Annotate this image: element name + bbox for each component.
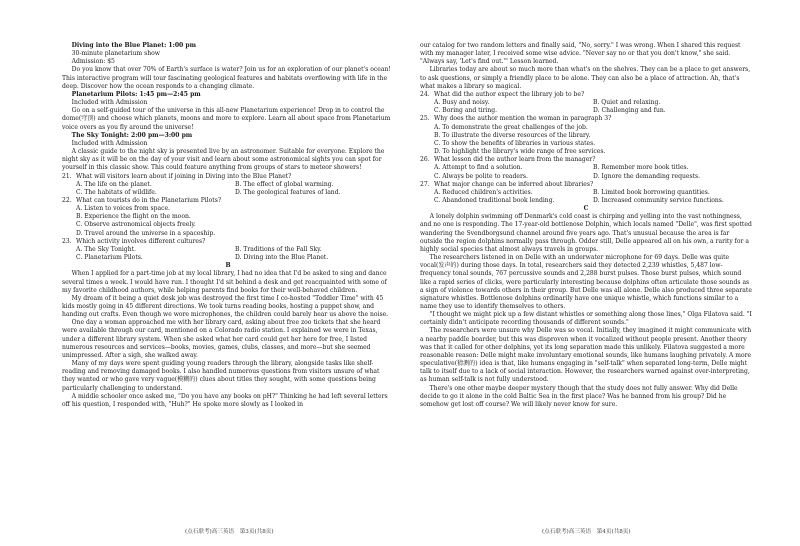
- question-stem: What can tourists do in the Planetarium Pilots?: [76, 196, 222, 204]
- event-description: Go on a self-guided tour of the universe in this all-new Planetarium experience! Drop in to control the dome(穹顶) and choose which planets, moons and more to explore. Learn all about space from Planetarium voice overs as you fly around the universe!: [62, 107, 391, 131]
- passage-paragraph: The researchers listened in on Delle with an underwater microphone for 69 days. Delle was quite vocal(发声的) during those days. In total, researchers said they detected 2,239 whistles, 5,487 low-frequency tonal sounds, 767 percussive sounds and 2,288 burst pulses. Those burst pulses, which sound like a rapid series of clicks, were particularly interesting because dolphins often articulate those sounds as a sign of violence towards others in their group. But Delle was all alone. Delle also produced three separate signature whistles. Bottlenose dolphins ordinarily have one unique whistle, which functions similar to a name they use to identify themselves to others.: [420, 254, 752, 310]
- event-info: 30-minute planetarium show: [71, 50, 160, 58]
- question-number: 25.: [420, 115, 430, 123]
- question-stem: Why does the author mention the woman in paragraph 3?: [434, 115, 612, 123]
- option-b: B. To illustrate the diverse resources of the library.: [434, 131, 591, 139]
- section-heading-b: B: [225, 262, 231, 270]
- passage-paragraph: our catalog for two random letters and finally said, "No, sorry." I was wrong. When I shared this request with my manager later, I received some wise advice. "Never say no or that you don't know," she said. "Always say, 'Let's find out.'" Lesson learned.: [420, 42, 741, 66]
- option-c: C. Abandoned traditional book lending.: [434, 196, 555, 204]
- option-b: B. Experience the flight on the moon.: [76, 213, 191, 221]
- section-heading-c: C: [583, 205, 589, 213]
- option-b: B. Quiet and relaxing.: [593, 99, 661, 107]
- event-title: Planetarium Pilots: 1:45 pm—2:45 pm: [71, 90, 201, 98]
- question-number: 22.: [62, 196, 72, 204]
- option-c: C. To show the benefits of libraries in various states.: [434, 139, 596, 147]
- option-d: D. Travel around the universe in a spaceship.: [76, 229, 216, 237]
- passage-paragraph: A lonely dolphin swimming off Denmark's cold coast is chirping and yelling into the vast nothingness, and no one is responding. The 17-year-old bottlenose Dolphin, which locals named "Delle", was first spotted wandering the Svendborgsund channel around five years ago. That's unusual because the area is far outside the region dolphins normally pass through. Odder still, Delle appeared all on his own, a rarity for a highly social species that almost always travels in groups.: [420, 213, 752, 253]
- question-stem: What did the author expect the library job to be?: [434, 90, 585, 98]
- option-a: A. The life on the planet.: [76, 180, 152, 188]
- event-description: Do you know that over 70% of Earth's surface is water? Join us for an exploration of our planet's ocean! This interactive program will tour fascinating geological features and habitats overflowing with life in the deep. Discover how the ocean responds to a changing climate.: [62, 66, 391, 90]
- option-d: D. Ignore the demanding requests.: [593, 172, 701, 180]
- option-a: A. Busy and noisy.: [434, 99, 490, 107]
- question-number: 27.: [420, 180, 430, 188]
- left-column: [62, 42, 394, 409]
- option-d: D. Increased community service functions.: [593, 196, 724, 204]
- option-d: D. The geological features of land.: [235, 188, 341, 196]
- passage-paragraph: Many of my days were spent guiding young readers through the library, alongside tasks like shelf-reading and removing damaged books. I also handled numerous questions from visitors unsure of what they wanted or who gave very vague(模糊的) clues about titles they sought, with some questions being particularly challenging to understand.: [62, 360, 380, 392]
- option-a: A. The Sky Tonight.: [76, 245, 136, 253]
- question-21: [62, 173, 394, 197]
- event-info: Included with Admission: [71, 99, 148, 107]
- page-footer-right: (点石联考)高三英语 第4页(共8页): [542, 529, 631, 535]
- passage-paragraph: The researchers were unsure why Delle was so vocal. Initially, they imagined it might communicate with a nearby paddle boarder, but this was disproven when it vocalized without people present. Another theory was that it called for other dolphins, yet its long separation made this unlikely. Filatova suggested a more reasonable reason: Delle might make involuntary emotional sounds, like humans laughing privately. A more speculative(猜测的) idea is that, like humans engaging in "self-talk" when separated long-term, Delle might talk to itself due to a lack of social interaction. However, the researchers warned against over-interpreting, as human self-talk is not fully understood.: [420, 327, 752, 384]
- passage-paragraph: "I thought we might pick up a few distant whistles or something along those lines," Olga Filatova said. "I certainly didn't anticipate recording thousands of different sounds.": [420, 311, 752, 327]
- question-number: 24.: [420, 90, 430, 98]
- passage-paragraph: One day a woman approached me with her library card, asking about free zoo tickets that she heard were available through our card, mentioned on a Colorado radio station. I explained we were in Texas, under a different library system. When she asked what her card could get her here for free, I listed numerous resources and services—books, movies, games, clubs, classes, and more—but she seemed unimpressed. After a sigh, she walked away.: [62, 319, 381, 359]
- option-d: D. Challenging and fun.: [593, 107, 666, 115]
- question-26: [420, 156, 752, 180]
- passage-paragraph: There's one other maybe deeper mystery though that the study does not fully answer. Why did Delle decide to go it alone in the cold Baltic Sea in the first place? Was he banned from his group? Did he somehow get lost off course? We will likely never know for sure.: [420, 384, 738, 408]
- passage-paragraph: Libraries today are about so much more than what's on the shelves. They can be a place to get answers, to ask questions, or simply a friendly place to be alone. They can also be a place of attraction. Ah, that's what makes a library so magical.: [420, 66, 751, 90]
- right-column: [420, 42, 752, 409]
- option-c: C. Observe astronomical objects freely.: [76, 221, 196, 229]
- question-stem: What lesson did the author learn from the manager?: [434, 156, 596, 164]
- option-b: B. Traditions of the Fall Sky.: [235, 245, 322, 253]
- event-info: Admission: $5: [71, 58, 115, 66]
- question-27: [420, 181, 752, 205]
- event-title: Diving into the Blue Planet: 1:00 pm: [71, 42, 196, 49]
- passage-paragraph: A middle schooler once asked me, "Do you have any books on pH?" Thinking he had left several letters off his question, I responded with, "Huh?" He spoke more slowly as I looked in: [62, 392, 388, 408]
- question-stem: What will visitors learn about if joining in Diving into the Blue Planet?: [76, 172, 292, 180]
- option-a: A. Attempt to find a solution.: [434, 164, 523, 172]
- option-b: B. Remember more book titles.: [593, 164, 689, 172]
- option-a: A. Listen to voices from space.: [76, 205, 170, 213]
- option-b: B. The effect of global warming.: [235, 180, 334, 188]
- question-23: [62, 238, 394, 262]
- event-description: A classic guide to the night sky is presented live by an astronomer. Suitable for everyone. Explore the night sky as it will be on the day of your visit and learn about some astronomical sights you can spot for yourself in this classic show. This could feature anything from groups of stars to meteor showers!: [62, 148, 385, 172]
- event-title: The Sky Tonight: 2:00 pm—3:00 pm: [71, 131, 193, 139]
- question-number: 21.: [62, 172, 72, 180]
- option-c: C. Boring and tiring.: [434, 107, 498, 115]
- option-b: B. Limited book borrowing quantities.: [593, 188, 710, 196]
- question-number: 23.: [62, 237, 72, 245]
- question-24: [420, 91, 752, 115]
- question-stem: What major change can be inferred about libraries?: [434, 180, 594, 188]
- option-d: D. To highlight the library's wide range of free services.: [434, 148, 606, 156]
- page-footer-left: (点石联考)高三英语 第3页(共8页): [185, 529, 274, 535]
- question-25: [420, 115, 752, 156]
- option-c: C. The habitats of wildlife.: [76, 188, 157, 196]
- option-c: C. Planetarium Pilots.: [76, 254, 143, 262]
- passage-paragraph: My dream of it being a quiet desk job was destroyed the first time I co-hosted "Toddler Time" with 45 kids mostly going in 45 different directions. We took turns reading books, hosting a puppet show, and handing out crafts. Even though we wore microphones, the children could barely hear us above the noise.: [62, 294, 389, 319]
- option-d: D. Diving into the Blue Planet.: [235, 254, 329, 262]
- option-c: C. Always be polite to readers.: [434, 172, 528, 180]
- question-22: [62, 197, 394, 238]
- event-info: Included with Admission: [71, 139, 148, 147]
- question-stem: Which activity involves different cultures?: [76, 237, 206, 245]
- option-a: A. Reduced children's activities.: [434, 188, 533, 196]
- passage-paragraph: When I applied for a part-time job at my local library, I had no idea that I'd be asked to sing and dance several times a week. I would have run. I thought I'd sit behind a desk and get reacquainted with some of my favorite childhood authors, while helping parents find books for their well-behaved children.: [62, 270, 387, 294]
- option-a: A. To demonstrate the great challenges of the job.: [434, 123, 588, 131]
- question-number: 26.: [420, 156, 430, 164]
